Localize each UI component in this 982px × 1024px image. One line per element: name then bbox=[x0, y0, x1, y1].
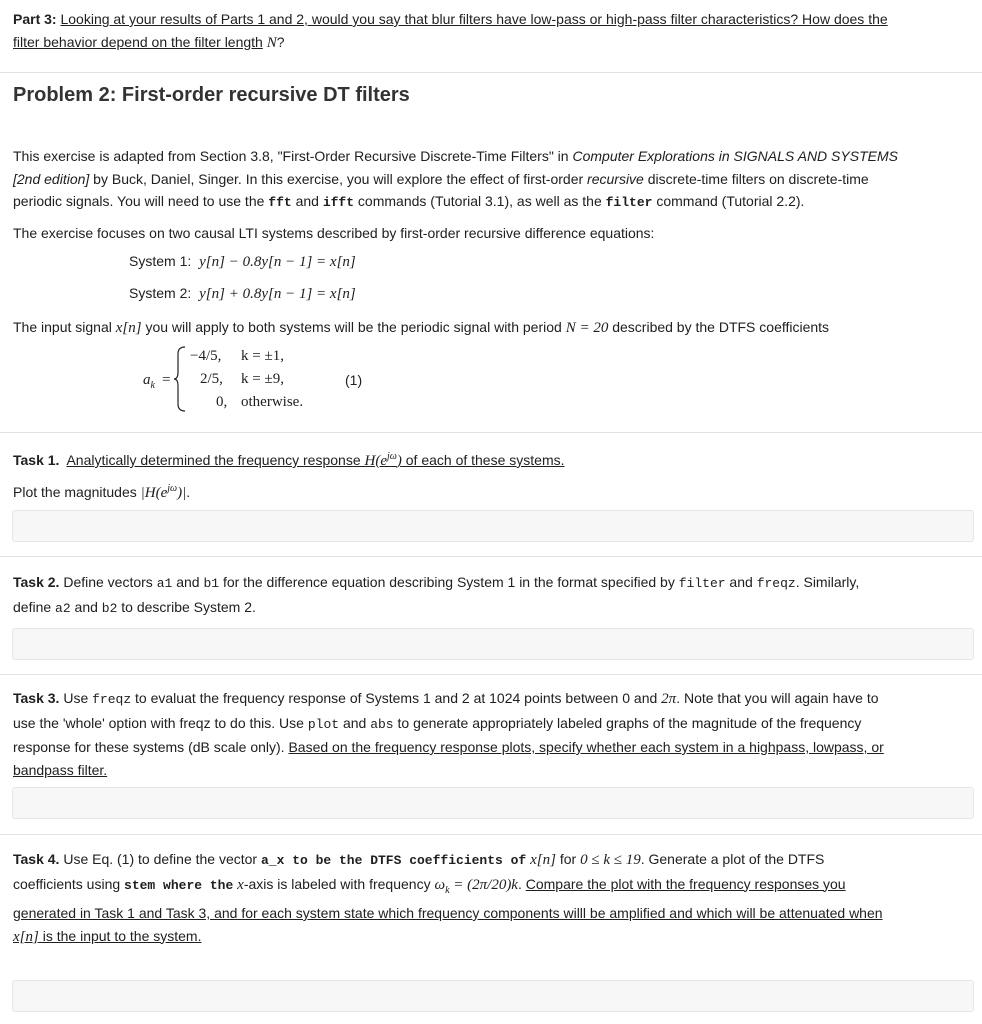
task1-label: Task 1. bbox=[13, 452, 60, 468]
task2-text: . Similarly, bbox=[795, 574, 860, 590]
code-freqz: freqz bbox=[756, 576, 796, 591]
cell-divider bbox=[0, 72, 982, 73]
task2-label: Task 2. bbox=[13, 574, 60, 590]
task4-underlined: Compare the plot with the frequency responses you bbox=[525, 875, 846, 892]
part3-question-line2: filter behavior depend on the filter length bbox=[13, 33, 263, 50]
task3-text: to generate appropriately labeled graphs of the magnitude of the frequency bbox=[393, 714, 862, 731]
cell-divider bbox=[0, 834, 982, 835]
system1-equation bbox=[129, 253, 356, 271]
task3-text: to evaluat the frequency response of Systems 1 and 2 at 1024 points between 0 and bbox=[131, 690, 662, 706]
row3-value: 0, bbox=[216, 394, 228, 410]
part3-question bbox=[13, 8, 963, 54]
code-b2: b2 bbox=[101, 600, 118, 616]
task4-text: coefficients using bbox=[13, 875, 125, 892]
code-abs: abs bbox=[370, 716, 394, 732]
question-mark: ? bbox=[276, 33, 285, 50]
focus-paragraph: The exercise focuses on two causal LTI systems described by first-order recursive difference equations: bbox=[13, 225, 655, 241]
task4-text: for bbox=[555, 851, 581, 867]
task3-text: and bbox=[339, 714, 371, 731]
intro-text: by Buck, Daniel, Singer. In this exercise, you will explore the effect of first-order bbox=[89, 170, 588, 187]
equals-sign: = bbox=[162, 372, 171, 388]
intro-text: This exercise is adapted from Section 3.8, "First-Order Recursive Discrete-Time Filters" in bbox=[13, 148, 573, 164]
code-ifft: ifft bbox=[322, 195, 355, 210]
task4-prompt bbox=[13, 848, 963, 948]
intro-text: and bbox=[291, 193, 323, 209]
row2-condition: k = ±9, bbox=[241, 371, 284, 387]
var-n: N bbox=[266, 34, 277, 51]
task1-plot-instruction bbox=[13, 478, 963, 505]
ak-symbol: $a_k$ bbox=[143, 372, 155, 391]
task2-text: define bbox=[13, 598, 56, 615]
task3-text: use the 'whole' option with freqz to do this. Use bbox=[13, 714, 308, 731]
input-text: described by the DTFS coefficients bbox=[608, 319, 830, 335]
input-signal-paragraph bbox=[13, 316, 963, 340]
intro-text: commands (Tutorial 3.1), as well as the bbox=[354, 193, 606, 209]
task4-underlined: is the input to the system. bbox=[38, 927, 202, 944]
code-a2: a2 bbox=[55, 600, 71, 616]
system1-label: System 1: bbox=[129, 253, 192, 269]
task4-text: . bbox=[517, 875, 526, 892]
intro-text: periodic signals. You will need to use the bbox=[13, 193, 269, 209]
code-plot: plot bbox=[307, 716, 340, 732]
part3-question-line1: Looking at your results of Parts 1 and 2, would you say that blur filters have low-pass or high-pass filter characteristics? How does the bbox=[60, 11, 888, 27]
system1-formula: y[n] − 0.8y[n − 1] = x[n] bbox=[199, 254, 356, 270]
task2-text: and bbox=[725, 574, 757, 590]
cell-divider bbox=[0, 556, 982, 557]
code-freqz: freqz bbox=[92, 692, 132, 707]
task3-text: Use bbox=[59, 690, 93, 706]
system2-label: System 2: bbox=[129, 285, 192, 301]
page-title: Problem 2: First-order recursive DT filters bbox=[13, 84, 410, 106]
two-pi: 2π bbox=[661, 691, 677, 707]
task3-text: . Note that you will again have to bbox=[676, 690, 879, 706]
task2-answer-input[interactable] bbox=[12, 628, 974, 660]
task2-text: to describe System 2. bbox=[117, 598, 256, 615]
dtfs-equation bbox=[140, 344, 380, 414]
code-stem: stem where the bbox=[124, 877, 234, 893]
recursive-emphasis: recursive bbox=[587, 170, 644, 187]
task1-text: of each of these systems. bbox=[401, 452, 565, 468]
h-symbol: $H(e^{j\omega})$ bbox=[364, 451, 402, 469]
left-brace bbox=[173, 346, 187, 412]
code-filter: filter bbox=[605, 195, 653, 210]
task2-text: and bbox=[70, 598, 102, 615]
code-a1: a1 bbox=[156, 576, 173, 591]
cell-divider bbox=[0, 432, 982, 433]
row3-condition: otherwise. bbox=[241, 394, 304, 410]
part3-label: Part 3: bbox=[13, 11, 57, 27]
input-text: The input signal bbox=[13, 319, 116, 335]
task4-answer-input[interactable] bbox=[12, 980, 974, 1012]
task4-text: Use Eq. (1) to define the vector bbox=[59, 851, 261, 867]
code-a-x: a_x to be the DTFS coefficients of bbox=[260, 853, 527, 868]
task2-text: and bbox=[172, 574, 204, 590]
task3-prompt bbox=[13, 687, 963, 781]
omega-k-formula: $\omega_k = (2\pi/20)k$ bbox=[434, 876, 518, 896]
task1-text: Analytically determined the frequency response bbox=[66, 452, 365, 468]
xn-symbol: x[n] bbox=[530, 852, 556, 868]
intro-text: discrete-time filters on discrete-time bbox=[643, 170, 869, 187]
x-symbol: x bbox=[237, 876, 244, 893]
task3-underlined: bandpass filter. bbox=[13, 761, 108, 778]
row1-condition: k = ±1, bbox=[241, 348, 284, 364]
cell-divider bbox=[0, 674, 982, 675]
task4-label: Task 4. bbox=[13, 851, 60, 867]
row2-value: 2/5, bbox=[200, 371, 223, 387]
row1-value: −4/5, bbox=[190, 348, 222, 364]
task2-text: for the difference equation describing System 1 in the format specified by bbox=[219, 574, 679, 590]
intro-paragraph bbox=[13, 145, 963, 215]
system2-equation bbox=[129, 285, 356, 303]
code-fft: fft bbox=[268, 195, 292, 210]
k-range: 0 ≤ k ≤ 19 bbox=[580, 852, 641, 868]
task3-label: Task 3. bbox=[13, 690, 60, 706]
task4-text: -axis is labeled with frequency bbox=[243, 875, 435, 892]
problem2-heading bbox=[13, 84, 963, 107]
task4-text: . Generate a plot of the DTFS bbox=[640, 851, 825, 867]
book-title: Computer Explorations in SIGNALS AND SYSTEMS bbox=[572, 148, 898, 164]
plot-text: Plot the magnitudes bbox=[13, 484, 141, 500]
magnitude-symbol: $|H(e^{j\omega})|$ bbox=[140, 483, 187, 501]
input-text: you will apply to both systems will be the periodic signal with period bbox=[141, 319, 566, 335]
task1-answer-input[interactable] bbox=[12, 510, 974, 542]
task2-text: Define vectors bbox=[59, 574, 157, 590]
xn-symbol: x[n] bbox=[115, 320, 142, 336]
task3-underlined: Based on the frequency response plots, specify whether each system in a highpass, lowpass, or bbox=[288, 739, 884, 755]
task2-prompt bbox=[13, 571, 963, 620]
period-mark: . bbox=[186, 484, 191, 500]
book-edition: [2nd edition] bbox=[13, 170, 90, 187]
period-value: N = 20 bbox=[565, 320, 609, 336]
system2-formula: y[n] + 0.8y[n − 1] = x[n] bbox=[199, 286, 356, 302]
equation-number: (1) bbox=[345, 372, 363, 388]
intro-text: command (Tutorial 2.2). bbox=[652, 193, 805, 209]
code-filter: filter bbox=[678, 576, 726, 591]
task3-text: response for these systems (dB scale only). bbox=[13, 739, 289, 755]
xn-symbol: x[n] bbox=[13, 928, 39, 945]
code-b1: b1 bbox=[203, 576, 220, 591]
task4-underlined: generated in Task 1 and Task 3, and for each system state which frequency components willl be amplified and which will be attenuated when bbox=[13, 905, 883, 921]
task3-answer-input[interactable] bbox=[12, 787, 974, 819]
task1-prompt bbox=[13, 446, 963, 473]
